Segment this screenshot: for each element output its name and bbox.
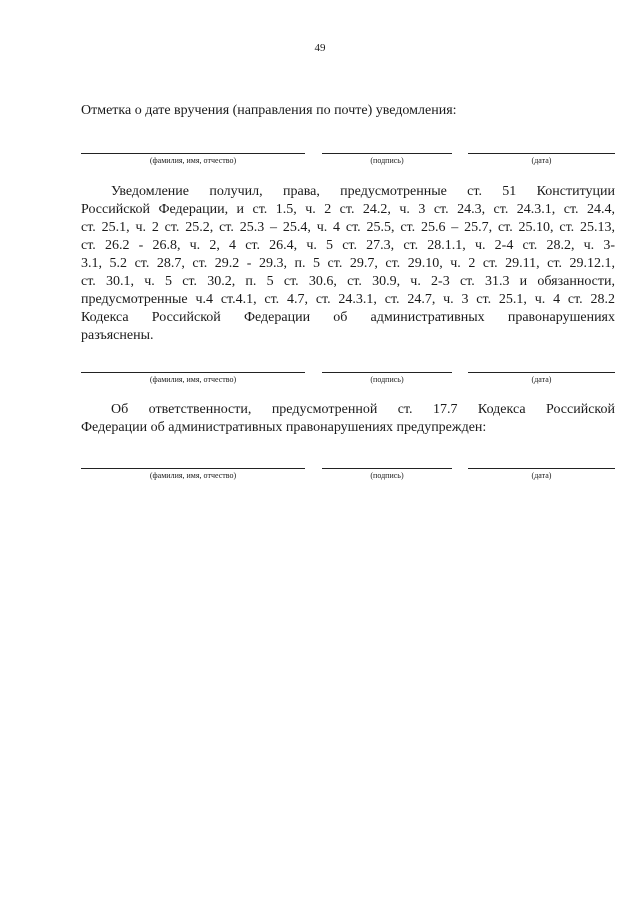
rights-line: разъяснены. [81, 328, 154, 343]
rights-line: ст. 26.2 - 26.8, ч. 2, 4 ст. 26.4, ч. 5 ст. 27.3, ст. 28.1.1, ч. 2-4 ст. 28.2, ч. 3- [81, 238, 615, 253]
liability-line: Об ответственности, предусмотренной ст. 17.7 Кодекса Российской [111, 402, 615, 417]
date-field: (дата) [468, 468, 615, 480]
rights-line: Российской Федерации, и ст. 1.5, ч. 2 ст. 24.2, ч. 3 ст. 24.3, ст. 24.3.1, ст. 24.4, [81, 202, 615, 217]
date-field: (дата) [468, 153, 615, 165]
liability-line: Федерации об административных правонарушениях предупрежден: [81, 420, 487, 435]
signature-field: (подпись) [322, 468, 452, 480]
rights-line: Кодекса Российской Федерации об административных правонарушениях [81, 310, 615, 325]
signature-row-1 [0, 153, 640, 167]
rights-line: ст. 30.1, ч. 5 ст. 30.2, п. 5 ст. 30.6, ст. 30.9, ч. 2-3 ст. 31.3 и обязанности, [81, 274, 615, 289]
notice-label: Отметка о дате вручения (направления по почте) уведомления: [81, 103, 457, 118]
signature-field: (подпись) [322, 153, 452, 165]
signature-row-3 [0, 468, 640, 482]
rights-line: предусмотренные ч.4 ст.4.1, ст. 4.7, ст. 24.3.1, ст. 24.7, ч. 3 ст. 25.1, ч. 4 ст. 28.2 [81, 292, 615, 307]
page-number: 49 [314, 42, 326, 54]
name-field: (фамилия, имя, отчество) [81, 468, 305, 480]
date-field: (дата) [468, 372, 615, 384]
rights-line: ст. 25.1, ч. 2 ст. 25.2, ст. 25.3 – 25.4, ч. 4 ст. 25.5, ст. 25.6 – 25.7, ст. 25.10, ст. 25.13, [81, 220, 615, 235]
signature-field: (подпись) [322, 372, 452, 384]
signature-row-2 [0, 372, 640, 386]
rights-line: 3.1, 5.2 ст. 28.7, ст. 29.2 - 29.3, п. 5 ст. 29.7, ст. 29.10, ч. 2 ст. 29.11, ст. 29.12.1, [81, 256, 615, 271]
name-field: (фамилия, имя, отчество) [81, 372, 305, 384]
name-field: (фамилия, имя, отчество) [81, 153, 305, 165]
rights-line: Уведомление получил, права, предусмотренные ст. 51 Конституции [111, 184, 615, 199]
